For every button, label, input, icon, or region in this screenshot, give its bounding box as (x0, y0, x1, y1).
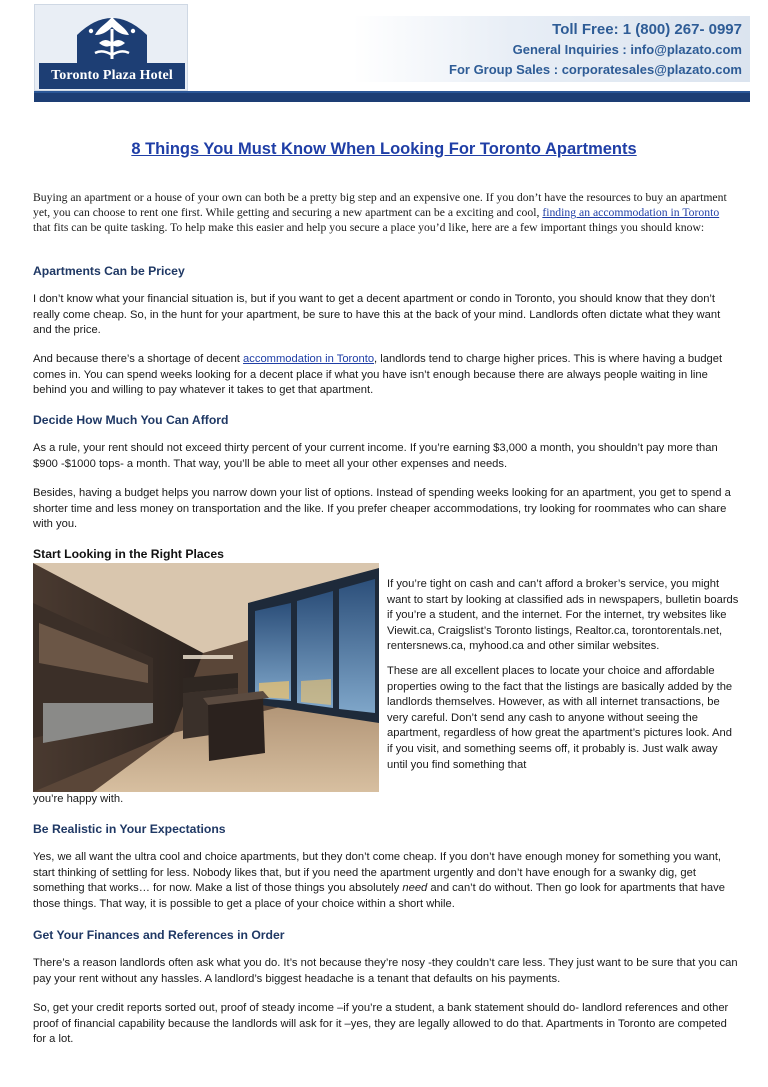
hotel-name: Toronto Plaza Hotel (39, 63, 185, 89)
page-header (34, 4, 750, 102)
intro-text-start: Buying an apartment or a house of your own can both be a pretty big step and an expensive one. If you don’t have the resources to buy an apartment yet, you can choose to rent one first. While getting and securing a new apartment can be a exciting and cool, (33, 191, 727, 220)
contact-info (353, 16, 750, 82)
hotel-crest-icon (71, 9, 153, 65)
kitchen-photo (33, 563, 379, 792)
finding-accommodation-link[interactable]: finding an accommodation in Toronto (542, 206, 720, 220)
looking-paragraph-2: These are all excellent places to locate your choice and affordable properties owing to the fact that the listings are basically added by the landlords themselves. However, as with all internet transactions, be very careful. Don’t send any cash to anyone without seeing the apartment, regardless of how great the apartment’s pictures look. And if you visit, and something seems off, it probably is. Just walk away until you find something that (387, 664, 733, 771)
intro-text-end: that fits can be quite tasking. To help make this easier and help you secure a place you’d like, here are a few important things you should know: (33, 221, 705, 235)
accommodation-link[interactable]: accommodation in Toronto (243, 353, 375, 365)
finances-paragraph-2: So, get your credit reports sorted out, proof of steady income –if you’re a student, a bank statement should do- landlord references and other proof of financial capability because the landlords will ask for it –yes, they are legally allowed to do that. Apartments in Toronto are competed for a lot. (33, 1002, 729, 1046)
pricey-paragraph-2 (33, 352, 741, 399)
afford-paragraph-1: As a rule, your rent should not exceed thirty percent of your current income. If you’re earning $3,000 a month, you shouldn’t pay more than $900 -$1000 tops- a month. That way, you’ll be able to meet all your other expenses and needs. (33, 442, 718, 470)
looking-side-text (387, 577, 739, 782)
article-title[interactable]: 8 Things You Must Know When Looking For Toronto Apartments (131, 140, 637, 158)
group-sales-email[interactable]: For Group Sales : corporatesales@plazato.com (449, 62, 742, 77)
heading-apartments-pricey: Apartments Can be Pricey (33, 264, 185, 278)
heading-finances-references: Get Your Finances and References in Order (33, 928, 285, 942)
pricey-text-start: And because there’s a shortage of decent (33, 353, 244, 365)
heading-start-looking: Start Looking in the Right Places (33, 547, 224, 561)
hotel-logo[interactable] (34, 4, 188, 91)
looking-paragraph-2-tail: you’re happy with. (33, 793, 124, 805)
realistic-text-start: Yes, we all want the ultra cool and choice apartments, but they don’t come cheap. If you don’t have enough money for something you want, start thinking of settling for less. Nobody likes that, but if you need the apartment urgently and don’t have enough for a swanky dig, get something that works… for now. Make a list of those things you absolutely (33, 851, 722, 895)
finances-paragraph-1: There’s a reason landlords often ask what you do. It’s not because they’re nosy -they couldn’t care less. They just want to be sure that you can pay your rent without any hassles. A landlord’s biggest headache is a tenant that defaults on his payments. (33, 957, 738, 985)
need-emphasis: need (402, 882, 428, 895)
pricey-text-end: , landlords tend to charge higher prices. This is where having a budget comes in. You can spend weeks looking for a decent place if what you have isn’t enough because there are always people waiting in line behind you and willing to pay whatever it takes to get that apartment. (33, 353, 723, 397)
toll-free-number[interactable]: Toll Free: 1 (800) 267- 0997 (552, 21, 742, 38)
general-inquiries-email[interactable]: General Inquiries : info@plazato.com (512, 42, 742, 57)
pricey-paragraph-1: I don’t know what your financial situation is, but if you want to get a decent apartment or condo in Toronto, you should know that they don’t really come cheap. So, in the hunt for your apartment, be sure to have this at the back of your mind. Landlords often dictate what they want and the price. (33, 293, 721, 337)
realistic-paragraph (33, 850, 741, 912)
heading-realistic-expectations: Be Realistic in Your Expectations (33, 822, 226, 836)
afford-paragraph-2: Besides, having a budget helps you narrow down your list of options. Instead of spending weeks looking for an apartment, you get to spend a shorter time and less money on transportation and the like. If you prefer cheaper accommodations, try looking for roommates who can share with you. (33, 487, 731, 531)
heading-decide-afford: Decide How Much You Can Afford (33, 413, 229, 427)
looking-paragraph-1: If you’re tight on cash and can’t afford a broker’s service, you might want to start by looking at classified ads in newspapers, bulletin boards if you’re a student, and the internet. For the internet, try websites like Viewit.ca, Craigslist’s Toronto listings, Realtor.ca, torontorentals.net, rentersnews.ca, myhood.ca and other similar websites. (387, 578, 739, 653)
intro-paragraph (33, 190, 737, 236)
header-divider (34, 91, 750, 102)
realistic-text-end: and can’t do without. Then go look for apartments that have those things. That way, it is possible to get a place of your choice within a short while. (33, 882, 725, 910)
